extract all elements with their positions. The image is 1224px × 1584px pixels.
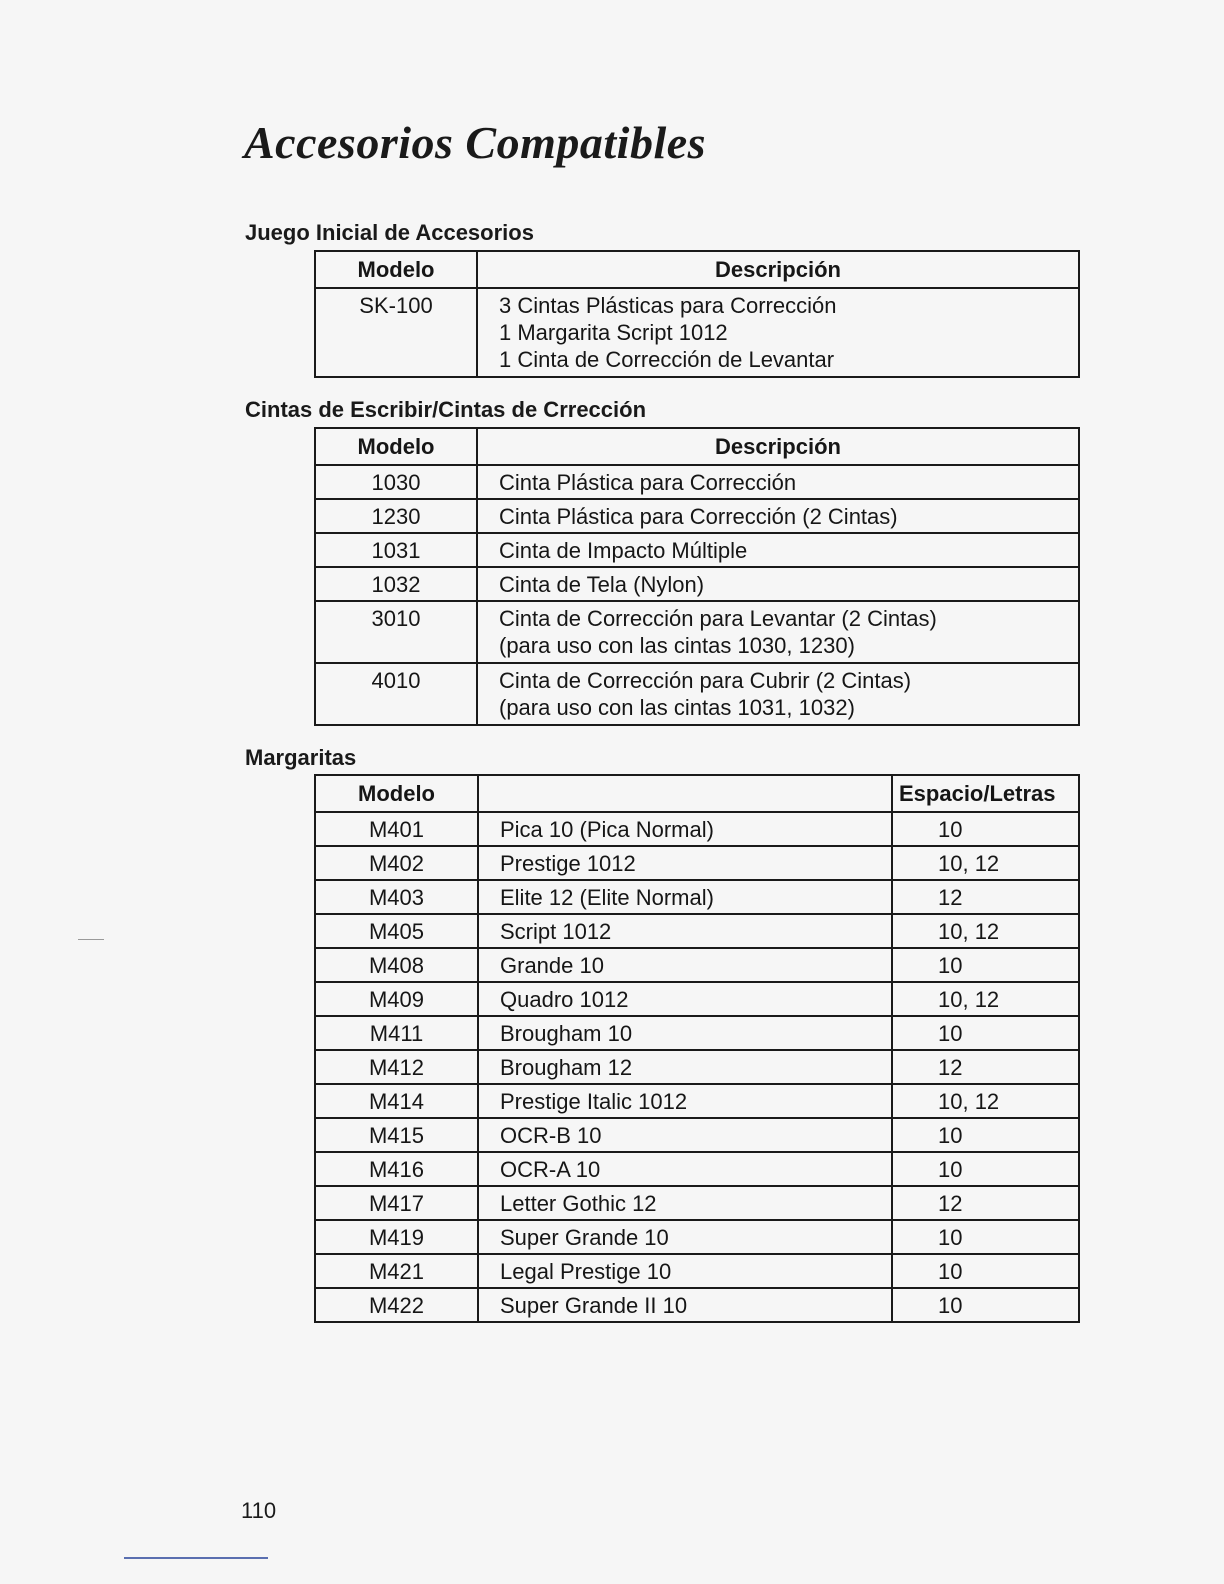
- ribbons-heading: Cintas de Escribir/Cintas de Crrección: [245, 397, 647, 422]
- table-row: [315, 499, 1079, 533]
- name-cell: Letter Gothic 12: [478, 1186, 892, 1220]
- table-row: [315, 465, 1079, 499]
- scan-artifact: [78, 939, 104, 940]
- description-cell: Cinta Plástica para Corrección: [477, 465, 1079, 499]
- model-cell: M419: [315, 1220, 478, 1254]
- name-cell: Legal Prestige 10: [478, 1254, 892, 1288]
- model-cell: M405: [315, 914, 478, 948]
- table-row: [315, 533, 1079, 567]
- description-line: (para uso con las cintas 1030, 1230): [499, 633, 855, 658]
- name-cell: Super Grande II 10: [478, 1288, 892, 1322]
- spacing-cell: 10, 12: [892, 914, 1079, 948]
- model-cell: 1031: [315, 533, 477, 567]
- name-cell: Brougham 10: [478, 1016, 892, 1050]
- description-cell: Cinta Plástica para Corrección (2 Cintas): [477, 499, 1079, 533]
- name-cell: Grande 10: [478, 948, 892, 982]
- model-cell: 3010: [315, 601, 477, 663]
- description-line: Cinta de Corrección para Levantar (2 Cintas): [499, 606, 937, 631]
- model-cell: M421: [315, 1254, 478, 1288]
- description-cell: Cinta de Tela (Nylon): [477, 567, 1079, 601]
- table-row: [315, 288, 1079, 377]
- column-header-description: Descripción: [477, 251, 1079, 288]
- page-title: Accesorios Compatibles: [244, 117, 707, 168]
- table-row: [315, 1118, 1079, 1152]
- spacing-cell: 10, 12: [892, 1084, 1079, 1118]
- column-header-description: Descripción: [477, 428, 1079, 465]
- description-cell: [477, 288, 1079, 377]
- table-row: [315, 567, 1079, 601]
- table-row: [315, 1254, 1079, 1288]
- description-line: Cinta de Corrección para Cubrir (2 Cintas): [499, 668, 912, 693]
- table-row: [315, 948, 1079, 982]
- table-header-row: [315, 251, 1079, 288]
- description-line: (para uso con las cintas 1031, 1032): [499, 695, 855, 720]
- spacing-cell: 10: [892, 1016, 1079, 1050]
- column-header-spacing: Espacio/Letras: [892, 775, 1079, 812]
- spacing-cell: 10: [892, 1152, 1079, 1186]
- daisywheels-table: [314, 774, 1080, 1323]
- model-cell: SK-100: [315, 288, 477, 377]
- model-cell: M409: [315, 982, 478, 1016]
- model-cell: M417: [315, 1186, 478, 1220]
- model-cell: M403: [315, 880, 478, 914]
- model-cell: M422: [315, 1288, 478, 1322]
- table-header-row: [315, 775, 1079, 812]
- table-header-row: [315, 428, 1079, 465]
- model-cell: 1230: [315, 499, 477, 533]
- table-row: [315, 601, 1079, 663]
- name-cell: OCR-A 10: [478, 1152, 892, 1186]
- name-cell: Super Grande 10: [478, 1220, 892, 1254]
- column-header-model: Modelo: [315, 428, 477, 465]
- description-cell: [477, 601, 1079, 663]
- table-row: [315, 880, 1079, 914]
- description-cell: [477, 663, 1079, 725]
- spacing-cell: 12: [892, 1186, 1079, 1220]
- description-line: 1 Cinta de Corrección de Levantar: [499, 347, 835, 372]
- table-row: [315, 812, 1079, 846]
- model-cell: M412: [315, 1050, 478, 1084]
- column-header-model: Modelo: [315, 251, 477, 288]
- starter-kit-table: [314, 250, 1080, 378]
- model-cell: M401: [315, 812, 478, 846]
- bottom-edge-line: [124, 1557, 268, 1559]
- spacing-cell: 10, 12: [892, 846, 1079, 880]
- spacing-cell: 10: [892, 812, 1079, 846]
- spacing-cell: 12: [892, 1050, 1079, 1084]
- spacing-cell: 10: [892, 1254, 1079, 1288]
- table-row: [315, 1084, 1079, 1118]
- spacing-cell: 10: [892, 1220, 1079, 1254]
- description-line: 3 Cintas Plásticas para Corrección: [499, 293, 837, 318]
- table-row: [315, 1016, 1079, 1050]
- description-line: 1 Margarita Script 1012: [499, 320, 728, 345]
- model-cell: 1030: [315, 465, 477, 499]
- table-row: [315, 1050, 1079, 1084]
- model-cell: M411: [315, 1016, 478, 1050]
- column-header-model: Modelo: [315, 775, 478, 812]
- name-cell: Brougham 12: [478, 1050, 892, 1084]
- name-cell: OCR-B 10: [478, 1118, 892, 1152]
- spacing-cell: 10: [892, 948, 1079, 982]
- starter-kit-heading: Juego Inicial de Accesorios: [245, 220, 534, 245]
- name-cell: Prestige Italic 1012: [478, 1084, 892, 1118]
- table-row: [315, 846, 1079, 880]
- table-row: [315, 1288, 1079, 1322]
- name-cell: Quadro 1012: [478, 982, 892, 1016]
- model-cell: M414: [315, 1084, 478, 1118]
- table-row: [315, 914, 1079, 948]
- name-cell: Script 1012: [478, 914, 892, 948]
- column-header-name: [478, 775, 892, 812]
- table-row: [315, 982, 1079, 1016]
- table-row: [315, 1220, 1079, 1254]
- spacing-cell: 10, 12: [892, 982, 1079, 1016]
- model-cell: M415: [315, 1118, 478, 1152]
- model-cell: 4010: [315, 663, 477, 725]
- model-cell: M408: [315, 948, 478, 982]
- name-cell: Pica 10 (Pica Normal): [478, 812, 892, 846]
- description-cell: Cinta de Impacto Múltiple: [477, 533, 1079, 567]
- ribbons-table: [314, 427, 1080, 726]
- table-row: [315, 1186, 1079, 1220]
- model-cell: M416: [315, 1152, 478, 1186]
- table-row: [315, 663, 1079, 725]
- name-cell: Elite 12 (Elite Normal): [478, 880, 892, 914]
- model-cell: 1032: [315, 567, 477, 601]
- spacing-cell: 10: [892, 1288, 1079, 1322]
- table-row: [315, 1152, 1079, 1186]
- model-cell: M402: [315, 846, 478, 880]
- name-cell: Prestige 1012: [478, 846, 892, 880]
- page-number: 110: [241, 1498, 277, 1523]
- spacing-cell: 12: [892, 880, 1079, 914]
- daisywheels-heading: Margaritas: [245, 745, 357, 770]
- spacing-cell: 10: [892, 1118, 1079, 1152]
